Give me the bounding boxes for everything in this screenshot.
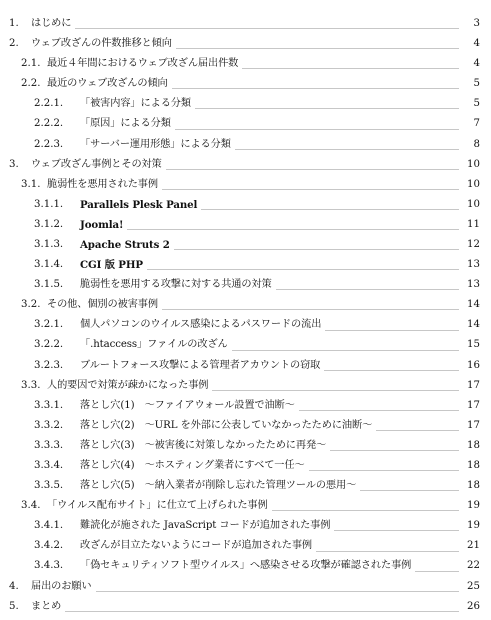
toc-entry-title: Joomla! [80, 218, 124, 231]
toc-entry[interactable] [0, 315, 491, 335]
dot-leader [201, 209, 459, 210]
toc-entry-page-number: 14 [467, 299, 480, 311]
toc-entry-title: 脆弱性を悪用する攻撃に対する共通の対策 [80, 279, 272, 291]
toc-entry-page-number: 17 [467, 379, 480, 391]
toc-entry-number: 3.1.4. [34, 259, 64, 271]
toc-entry-page-number: 4 [473, 38, 480, 50]
dot-leader [242, 68, 459, 69]
toc-entry-title: ブルートフォース攻撃による管理者アカウントの窃取 [80, 359, 321, 371]
toc-entry-page-number: 14 [467, 319, 480, 331]
toc-entry-number: 4. [9, 580, 19, 592]
toc-entry-page-number: 3 [473, 17, 480, 29]
toc-entry[interactable] [0, 54, 491, 74]
dot-leader [162, 189, 459, 190]
toc-entry-number: 3.3.3. [34, 439, 64, 451]
toc-entry[interactable] [0, 255, 491, 275]
toc-entry-title: 「.htaccess」ファイルの改ざん [80, 339, 228, 351]
toc-entry-page-number: 11 [467, 218, 480, 230]
toc-entry-number: 3.2.3. [34, 359, 64, 371]
toc-entry-number: 3.1.1. [34, 198, 64, 210]
dot-leader [232, 350, 459, 351]
toc-entry-title: 「ウイルス配布サイト」に仕立て上げられた事例 [47, 500, 268, 512]
toc-entry-number: 3.4.1. [34, 520, 64, 532]
toc-entry[interactable] [0, 34, 491, 54]
toc-entry-page-number: 12 [467, 238, 480, 250]
toc-entry-page-number: 22 [467, 560, 480, 572]
toc-entry[interactable] [0, 416, 491, 436]
toc-entry-title: その他、個別の被害事例 [47, 299, 158, 311]
toc-entry[interactable] [0, 436, 491, 456]
toc-entry-page-number: 5 [473, 78, 480, 90]
toc-entry-title: Apache Struts 2 [80, 238, 170, 251]
toc-entry[interactable] [0, 235, 491, 255]
toc-entry-page-number: 19 [467, 500, 480, 512]
toc-entry-title: CGI 版 PHP [80, 259, 143, 272]
toc-entry[interactable] [0, 396, 491, 416]
toc-entry[interactable] [0, 295, 491, 315]
toc-entry-number: 3.2.2. [34, 339, 64, 351]
toc-entry-page-number: 18 [467, 439, 480, 451]
dot-leader [127, 229, 459, 230]
toc-entry-number: 3.4.3. [34, 560, 64, 572]
dot-leader [96, 591, 459, 592]
dot-leader [75, 28, 459, 29]
dot-leader [235, 149, 459, 150]
toc-entry-page-number: 4 [473, 58, 480, 70]
toc-entry-number: 3.1.5. [34, 279, 64, 291]
dot-leader [176, 48, 459, 49]
toc-entry-title: 「原因」による分類 [80, 118, 171, 130]
toc-entry-number: 3.4.2. [34, 540, 64, 552]
toc-entry-title: 落とし穴(2) ～URL を外部に公表していなかったために油断～ [80, 419, 373, 431]
toc-entry-page-number: 5 [473, 98, 480, 110]
toc-entry-page-number: 26 [467, 600, 480, 612]
toc-entry-page-number: 16 [467, 359, 480, 371]
toc-entry-title: 難読化が施された JavaScript コードが追加された事例 [80, 520, 331, 532]
toc-entry-title: Parallels Plesk Panel [80, 198, 198, 211]
toc-entry-number: 1. [9, 17, 19, 29]
dot-leader [65, 611, 459, 612]
toc-entry-title: ウェブ改ざん事例とその対策 [31, 158, 162, 170]
toc-entry[interactable] [0, 14, 491, 34]
dot-leader [334, 530, 459, 531]
toc-entry-number: 3.3. [21, 379, 41, 391]
toc-entry-page-number: 21 [467, 540, 480, 552]
dot-leader [316, 551, 459, 552]
toc-entry-title: はじめに [31, 17, 72, 29]
dot-leader [195, 108, 459, 109]
toc-entry-number: 3.2.1. [34, 319, 64, 331]
toc-entry-title: 脆弱性を悪用された事例 [47, 178, 158, 190]
toc-entry-title: 落とし穴(4) ～ホスティング業者にすべて一任～ [80, 460, 305, 471]
toc-entry-title: まとめ [31, 600, 62, 612]
dot-leader [299, 410, 459, 411]
dot-leader [166, 169, 459, 170]
toc-entry-page-number: 17 [467, 419, 480, 431]
toc-entry-title: 改ざんが目立たないようにコードが追加された事例 [80, 540, 313, 552]
dot-leader [324, 370, 459, 371]
dot-leader [272, 510, 459, 511]
toc-entry[interactable] [0, 356, 491, 376]
toc-entry[interactable] [0, 74, 491, 94]
toc-entry[interactable] [0, 175, 491, 195]
toc-entry-number: 5. [9, 600, 19, 612]
toc-entry-number: 3.2. [21, 299, 41, 311]
toc-entry[interactable] [0, 516, 491, 536]
toc-entry-number: 2.2.3. [34, 138, 64, 150]
dot-leader [376, 430, 459, 431]
toc-entry-number: 3.1.2. [34, 218, 64, 230]
toc-entry-page-number: 18 [467, 460, 480, 471]
dot-leader [276, 289, 459, 290]
dot-leader [175, 129, 459, 130]
toc-entry[interactable] [0, 94, 491, 114]
toc-entry-page-number: 13 [467, 259, 480, 271]
toc-entry-number: 3.4. [21, 500, 41, 512]
toc-entry[interactable] [0, 155, 491, 175]
toc-entry-number: 3.3.5. [34, 480, 64, 492]
toc-entry[interactable] [0, 195, 491, 215]
dot-leader [325, 330, 459, 331]
toc-entry-number: 2.2.2. [34, 118, 64, 130]
toc-entry[interactable] [0, 577, 491, 597]
toc-entry[interactable] [0, 135, 491, 155]
toc-entry-title: 落とし穴(5) ～納入業者が削除し忘れた管理ツールの悪用～ [80, 480, 357, 492]
table-of-contents [0, 14, 491, 617]
toc-entry[interactable] [0, 496, 491, 516]
toc-entry[interactable] [0, 557, 491, 577]
toc-entry-number: 3.1. [21, 178, 41, 190]
toc-entry-number: 2. [9, 38, 19, 50]
toc-entry-title: 「被害内容」による分類 [80, 98, 191, 110]
toc-entry-title: 「サーバー運用形態」による分類 [80, 138, 231, 150]
toc-entry-number: 3.1.3. [34, 238, 64, 250]
toc-entry-number: 3.3.1. [34, 399, 64, 411]
toc-entry-page-number: 13 [467, 279, 480, 291]
toc-entry-number: 2.2.1. [34, 98, 64, 110]
toc-entry-number: 2.2. [21, 78, 41, 90]
dot-leader [360, 490, 459, 491]
toc-entry-number: 3. [9, 158, 19, 170]
toc-entry-title: ウェブ改ざんの件数推移と傾向 [31, 38, 172, 50]
toc-entry[interactable] [0, 275, 491, 295]
toc-entry[interactable] [0, 336, 491, 356]
toc-entry-page-number: 19 [467, 520, 480, 532]
toc-entry[interactable] [0, 476, 491, 496]
toc-entry-title: 最近４年間におけるウェブ改ざん届出件数 [47, 58, 239, 70]
toc-entry[interactable] [0, 536, 491, 556]
toc-entry-page-number: 18 [467, 480, 480, 492]
toc-entry-page-number: 8 [473, 138, 480, 150]
toc-entry[interactable] [0, 114, 491, 134]
toc-entry-page-number: 10 [467, 158, 480, 170]
toc-entry-page-number: 17 [467, 399, 480, 411]
dot-leader [147, 269, 459, 270]
dot-leader [330, 450, 459, 451]
dot-leader [212, 390, 459, 391]
toc-entry-title: 「偽セキュリティソフト型ウイルス」へ感染させる攻撃が確認された事例 [80, 560, 412, 572]
toc-entry-title: 個人パソコンのウイルス感染によるパスワードの流出 [80, 319, 322, 331]
toc-entry-page-number: 10 [467, 198, 480, 210]
dot-leader [162, 309, 459, 310]
toc-entry-page-number: 15 [467, 339, 480, 351]
toc-entry[interactable] [0, 597, 491, 617]
dot-leader [309, 470, 459, 471]
dot-leader [174, 249, 459, 250]
toc-entry-page-number: 25 [467, 580, 480, 592]
dot-leader [172, 88, 459, 89]
toc-entry-title: 届出のお願い [31, 580, 92, 592]
toc-entry-number: 2.1. [21, 58, 41, 70]
toc-entry-page-number: 7 [473, 118, 480, 130]
dot-leader [415, 571, 459, 572]
toc-entry-number: 3.3.4. [34, 460, 64, 471]
toc-entry-page-number: 10 [467, 178, 480, 190]
toc-entry-title: 落とし穴(1) ～ファイアウォール設置で油断～ [80, 399, 295, 411]
toc-entry[interactable] [0, 456, 491, 476]
toc-entry[interactable] [0, 215, 491, 235]
toc-entry-title: 最近のウェブ改ざんの傾向 [47, 78, 168, 90]
toc-entry[interactable] [0, 376, 491, 396]
toc-entry-title: 落とし穴(3) ～被害後に対策しなかったために再発～ [80, 439, 327, 451]
toc-entry-number: 3.3.2. [34, 419, 64, 431]
toc-entry-title: 人的要因で対策が疎かになった事例 [47, 379, 209, 391]
